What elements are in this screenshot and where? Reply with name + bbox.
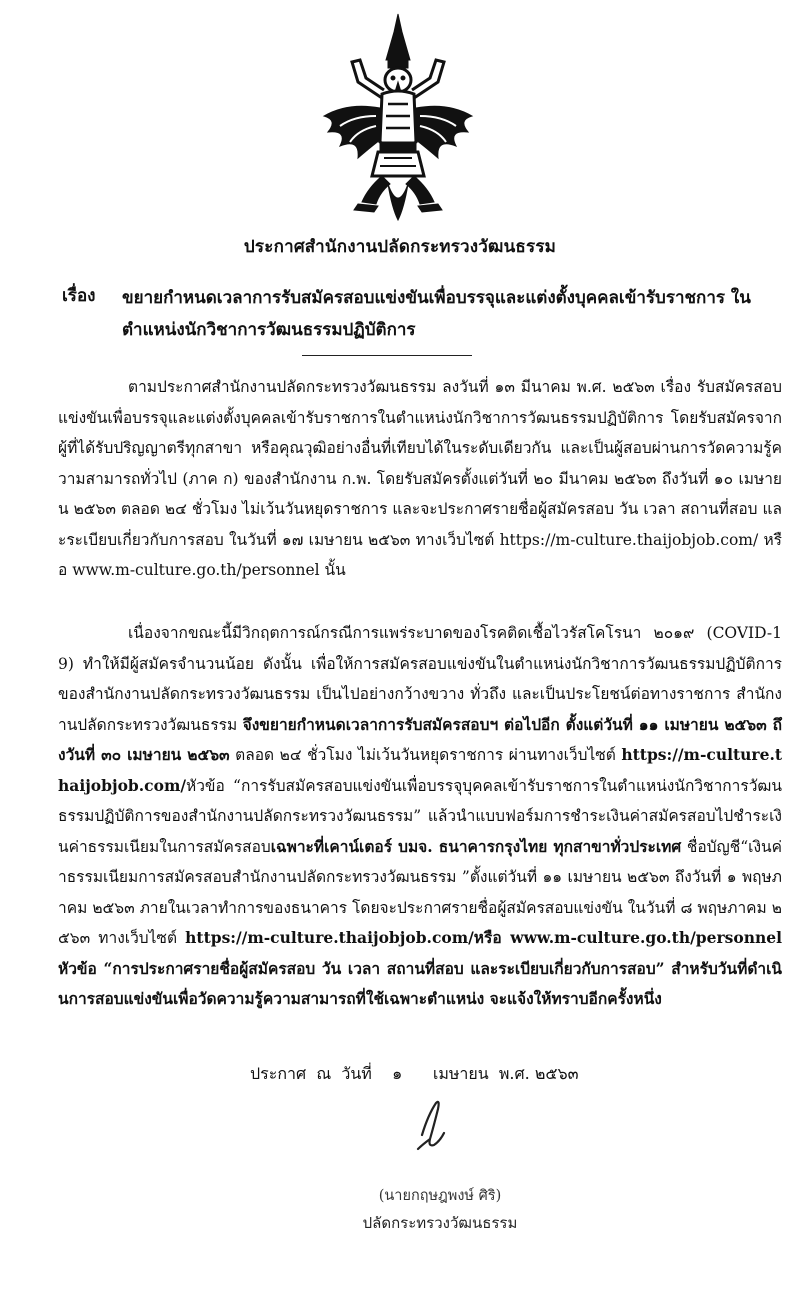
paragraph-2-part-a: เนื่องจากขณะนี้มีวิกฤตการณ์กรณีการแพร่ระบาดของโรคติดเชื้อไวรัสโคโรนา ๒๐๑๙ (COVID-19) ทำให้มีผู้สมัครจำนวนน้อย ดังนั้น เพื่อให้การสมัครสอบแข่งขันในตำแหน่งนักวิชาการวัฒนธรรมปฏิบัติการ ของสำนักงานปลัดกระทรวงวัฒนธรรม เป็นไปอย่างกว้างขวาง ทั่วถึง และเป็นประโยชน์ต่อทางราชการ สำนักงานปลัดกระทรวงวัฒนธรรม: [58, 624, 782, 734]
paragraph-2-part-e: หัวข้อ “การรับสมัครสอบแข่งขันเพื่อบรรจุบุคคลเข้ารับราชการในตำแหน่งนักวิชาการวัฒนธรรมปฏิบัติการของสำนักงานปลัดกระทรวงวัฒนธรรม” แล้วนำแบบฟอร์มการชำระเงินค่าสมัครสอบไปชำระเงินค่าธรรมเนียมในการสมัครสอบ: [58, 776, 782, 856]
paragraph-2-extension-period: จึงขยายกำหนดเวลาการรับสมัครสอบฯ ต่อไปอีก ตั้งแต่วันที่ ๑๑ เมษายน ๒๕๖๓ ถึงวันที่ ๓๐ เมษายน ๒๕๖๓: [58, 714, 782, 764]
paragraph-2-bank-counter: เฉพาะที่เคาน์เตอร์ บมจ. ธนาคารกรุงไทย ทุกสาขาทั่วประเทศ: [270, 836, 682, 856]
subject-label: เรื่อง: [62, 286, 96, 306]
paragraph-2-announcement-info: https://m-culture.thaijobjob.com/หรือ www.m-culture.go.th/personnel หัวข้อ “การประกาศรายชื่อผู้สมัครสอบ วัน เวลา สถานที่สอบ และระเบียบเกี่ยวกับการสอบ” สำหรับวันที่ดำเนินการสอบแข่งขันเพื่อวัดความรู้ความสามารถที่ใช้เฉพาะตำแหน่ง จะแจ้งให้ทราบอีกครั้งหนึ่ง: [58, 928, 782, 1008]
paragraph-2-website-link: https://m-culture.thaijobjob.com/: [58, 745, 782, 795]
garuda-emblem-icon: [318, 12, 478, 224]
announcement-title: ประกาศสำนักงานปลัดกระทรวงวัฒนธรรม: [243, 237, 557, 257]
signature-icon: [400, 1095, 470, 1155]
paragraph-2-part-g: ชื่อบัญชี“เงินค่าธรรมเนียมการสมัครสอบสำนักงานปลัดกระทรวงวัฒนธรรม ”ตั้งแต่วันที่ ๑๑ เมษายน ๒๕๖๓ ถึงวันที่ ๑ พฤษภาคม ๒๕๖๓ ภายในเวลาทำการของธนาคาร โดยจะประกาศรายชื่อผู้สมัครสอบแข่งขัน ในวันที่ ๘ พฤษภาคม ๒๕๖๓ ทางเว็บไซต์: [58, 837, 782, 947]
signer-name: (นายกฤษฎพงษ์ ศิริ): [378, 1188, 502, 1204]
announcement-date: ประกาศ ณ วันที่ ๑ เมษายน พ.ศ. ๒๕๖๓: [250, 1064, 579, 1083]
subject-text: ขยายกำหนดเวลาการรับสมัครสอบแข่งขันเพื่อบรรจุและแต่งตั้งบุคคลเข้ารับราชการ ในตำแหน่งนักวิชาการวัฒนธรรมปฏิบัติการ: [122, 288, 751, 340]
paragraph-2-part-c: ตลอด ๒๔ ชั่วโมง ไม่เว้นวันหยุดราชการ ผ่านทางเว็บไซต์: [229, 746, 622, 764]
signer-position: ปลัดกระทรวงวัฒนธรรม: [362, 1214, 518, 1232]
paragraph-2: [58, 618, 782, 1015]
divider: [302, 355, 472, 356]
paragraph-1: ตามประกาศสำนักงานปลัดกระทรวงวัฒนธรรม ลงวันที่ ๑๓ มีนาคม พ.ศ. ๒๕๖๓ เรื่อง รับสมัครสอบแข่งขันเพื่อบรรจุและแต่งตั้งบุคคลเข้ารับราชการในตำแหน่งนักวิชาการวัฒนธรรมปฏิบัติการ โดยรับสมัครจากผู้ที่ได้รับปริญญาตรีทุกสาขา หรือคุณวุฒิอย่างอื่นที่เทียบได้ในระดับเดียวกัน และเป็นผู้สอบผ่านการวัดความรู้ความสามารถทั่วไป (ภาค ก) ของสำนักงาน ก.พ. โดยรับสมัครตั้งแต่วันที่ ๒๐ มีนาคม ๒๕๖๓ ถึงวันที่ ๑๐ เมษายน ๒๕๖๓ ตลอด ๒๔ ชั่วโมง ไม่เว้นวันหยุดราชการ และจะประกาศรายชื่อผู้สมัครสอบ วัน เวลา สถานที่สอบ และระเบียบเกี่ยวกับการสอบ ในวันที่ ๑๗ เมษายน ๒๕๖๓ ทางเว็บไซต์ https://m-culture.thaijobjob.com/ หรือ www.m-culture.go.th/personnel นั้น: [58, 378, 782, 579]
